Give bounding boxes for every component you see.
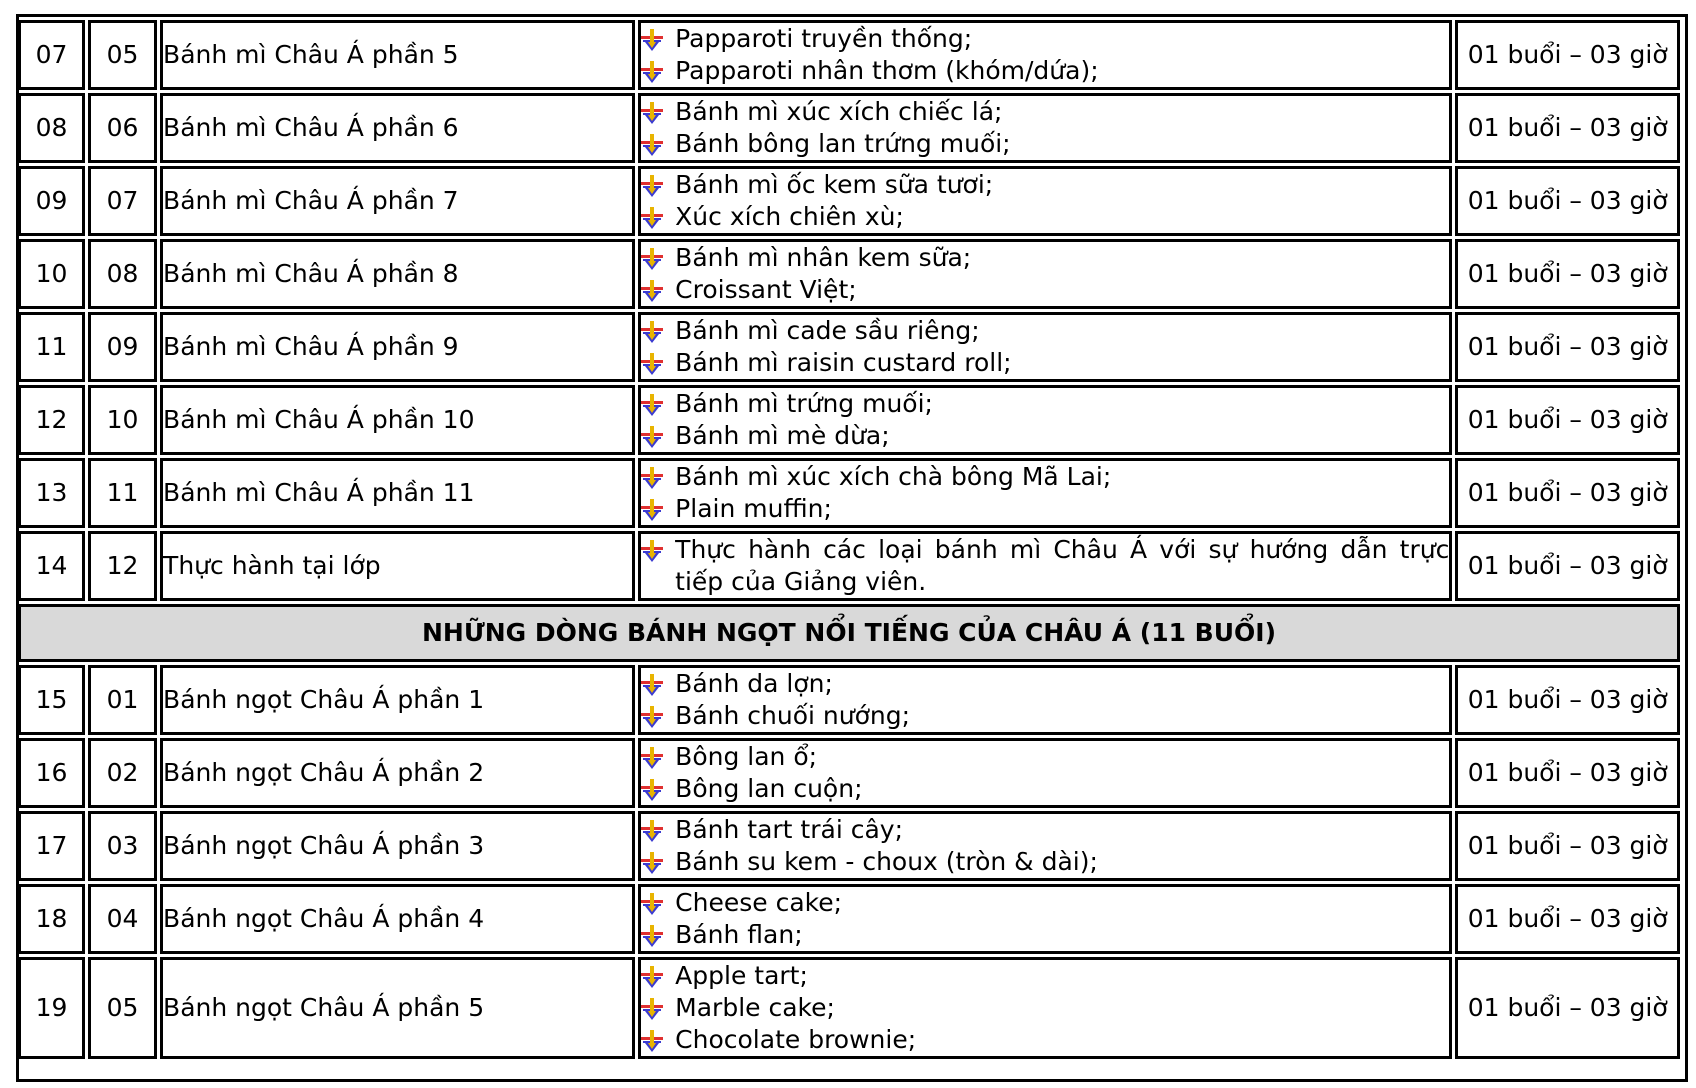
list-item-text: Bánh tart trái cây; — [675, 815, 904, 844]
bullet-icon — [641, 846, 665, 878]
session-number: 11 — [88, 458, 157, 528]
arrow-down-bullet-icon — [641, 207, 663, 229]
list-item — [641, 169, 1449, 201]
bullet-icon — [641, 55, 665, 87]
bullet-icon — [641, 23, 665, 55]
row-number: 07 — [18, 20, 85, 90]
list-item-text: Thực hành các loại bánh mì Châu Á với sự hướng dẫn trực tiếp của Giảng viên. — [675, 535, 1450, 596]
lesson-items — [638, 738, 1452, 808]
list-item — [641, 846, 1449, 878]
arrow-down-bullet-icon — [641, 426, 663, 448]
row-number: 16 — [18, 738, 85, 808]
arrow-down-bullet-icon — [641, 248, 663, 270]
list-item-text: Plain muffin; — [675, 494, 832, 523]
list-item-text: Xúc xích chiên xù; — [675, 202, 904, 231]
row-number: 17 — [18, 811, 85, 881]
arrow-down-bullet-icon — [641, 102, 663, 124]
arrow-down-bullet-icon — [641, 280, 663, 302]
lesson-items — [638, 239, 1452, 309]
bullet-icon — [641, 461, 665, 493]
lesson-items — [638, 957, 1452, 1059]
row-number: 18 — [18, 884, 85, 954]
list-item-text: Bánh mì nhân kem sữa; — [675, 243, 972, 272]
section-row — [18, 604, 1680, 662]
list-item-text: Chocolate brownie; — [675, 1025, 917, 1054]
list-item — [641, 23, 1449, 55]
list-item — [641, 534, 1449, 598]
lesson-items — [638, 884, 1452, 954]
session-number: 01 — [88, 665, 157, 735]
list-item-text: Marble cake; — [675, 993, 835, 1022]
session-number: 10 — [88, 385, 157, 455]
bullet-icon — [641, 201, 665, 233]
list-item — [641, 128, 1449, 160]
list-item-text: Bánh mì xúc xích chiếc lá; — [675, 97, 1003, 126]
list-item — [641, 741, 1449, 773]
bullet-icon — [641, 493, 665, 525]
duration: 01 buổi – 03 giờ — [1455, 312, 1680, 382]
arrow-down-bullet-icon — [641, 925, 663, 947]
section-heading: NHỮNG DÒNG BÁNH NGỌT NỔI TIẾNG CỦA CHÂU Á (11 BUỔI) — [18, 604, 1680, 662]
bullet-icon — [641, 96, 665, 128]
arrow-down-bullet-icon — [641, 61, 663, 83]
arrow-down-bullet-icon — [641, 540, 663, 562]
arrow-down-bullet-icon — [641, 706, 663, 728]
arrow-down-bullet-icon — [641, 820, 663, 842]
list-item — [641, 887, 1449, 919]
session-number: 07 — [88, 166, 157, 236]
list-item — [641, 55, 1449, 87]
duration: 01 buổi – 03 giờ — [1455, 20, 1680, 90]
list-item-text: Bánh su kem - choux (tròn & dài); — [675, 847, 1098, 876]
table-row — [18, 811, 1680, 881]
row-number: 08 — [18, 93, 85, 163]
bullet-icon — [641, 534, 665, 566]
lesson-items — [638, 93, 1452, 163]
lesson-items — [638, 20, 1452, 90]
duration: 01 buổi – 03 giờ — [1455, 811, 1680, 881]
lesson-title: Bánh mì Châu Á phần 10 — [160, 385, 635, 455]
lesson-title: Bánh ngọt Châu Á phần 5 — [160, 957, 635, 1059]
lesson-items — [638, 312, 1452, 382]
list-item — [641, 388, 1449, 420]
list-item — [641, 919, 1449, 951]
table-row — [18, 458, 1680, 528]
row-number: 15 — [18, 665, 85, 735]
lesson-title: Bánh ngọt Châu Á phần 2 — [160, 738, 635, 808]
duration: 01 buổi – 03 giờ — [1455, 665, 1680, 735]
duration: 01 buổi – 03 giờ — [1455, 738, 1680, 808]
table-row — [18, 665, 1680, 735]
bullet-icon — [641, 741, 665, 773]
bullet-icon — [641, 347, 665, 379]
bullet-icon — [641, 668, 665, 700]
list-item — [641, 274, 1449, 306]
duration: 01 buổi – 03 giờ — [1455, 385, 1680, 455]
list-item-text: Bánh mì cade sầu riêng; — [675, 316, 980, 345]
lesson-title: Bánh ngọt Châu Á phần 4 — [160, 884, 635, 954]
table-row — [18, 385, 1680, 455]
arrow-down-bullet-icon — [641, 998, 663, 1020]
list-item — [641, 700, 1449, 732]
row-number: 13 — [18, 458, 85, 528]
lesson-title: Bánh mì Châu Á phần 6 — [160, 93, 635, 163]
list-item-text: Croissant Việt; — [675, 275, 857, 304]
bullet-icon — [641, 700, 665, 732]
lesson-title: Bánh mì Châu Á phần 7 — [160, 166, 635, 236]
lesson-items — [638, 458, 1452, 528]
bullet-icon — [641, 992, 665, 1024]
row-number: 10 — [18, 239, 85, 309]
bullet-icon — [641, 128, 665, 160]
list-item — [641, 668, 1449, 700]
bullet-icon — [641, 887, 665, 919]
arrow-down-bullet-icon — [641, 852, 663, 874]
session-number: 05 — [88, 20, 157, 90]
bullet-icon — [641, 1024, 665, 1056]
bullet-icon — [641, 388, 665, 420]
bullet-icon — [641, 960, 665, 992]
arrow-down-bullet-icon — [641, 175, 663, 197]
list-item — [641, 347, 1449, 379]
session-number: 05 — [88, 957, 157, 1059]
bullet-icon — [641, 814, 665, 846]
list-item — [641, 773, 1449, 805]
lesson-title: Bánh ngọt Châu Á phần 1 — [160, 665, 635, 735]
table-row — [18, 239, 1680, 309]
list-item-text: Bông lan ổ; — [675, 742, 818, 771]
table-row — [18, 531, 1680, 601]
list-item-text: Bánh mì ốc kem sữa tươi; — [675, 170, 994, 199]
list-item — [641, 315, 1449, 347]
lesson-title: Bánh ngọt Châu Á phần 3 — [160, 811, 635, 881]
session-number: 02 — [88, 738, 157, 808]
list-item-text: Papparoti truyền thống; — [675, 24, 973, 53]
list-item-text: Cheese cake; — [675, 888, 843, 917]
list-item — [641, 493, 1449, 525]
row-number: 09 — [18, 166, 85, 236]
table-row — [18, 738, 1680, 808]
bullet-icon — [641, 919, 665, 951]
bullet-icon — [641, 315, 665, 347]
session-number: 12 — [88, 531, 157, 601]
list-item-text: Bánh mì trứng muối; — [675, 389, 933, 418]
bullet-icon — [641, 420, 665, 452]
list-item-text: Bánh da lợn; — [675, 669, 833, 698]
arrow-down-bullet-icon — [641, 1030, 663, 1052]
list-item-text: Bánh chuối nướng; — [675, 701, 911, 730]
duration: 01 buổi – 03 giờ — [1455, 166, 1680, 236]
table-row — [18, 20, 1680, 90]
lesson-title: Bánh mì Châu Á phần 8 — [160, 239, 635, 309]
list-item — [641, 201, 1449, 233]
list-item — [641, 960, 1449, 992]
arrow-down-bullet-icon — [641, 966, 663, 988]
lesson-items — [638, 811, 1452, 881]
curriculum-table — [15, 17, 1683, 1062]
lesson-title: Thực hành tại lớp — [160, 531, 635, 601]
session-number: 06 — [88, 93, 157, 163]
list-item-text: Apple tart; — [675, 961, 808, 990]
session-number: 08 — [88, 239, 157, 309]
arrow-down-bullet-icon — [641, 353, 663, 375]
bullet-icon — [641, 169, 665, 201]
list-item-text: Bông lan cuộn; — [675, 774, 863, 803]
bullet-icon — [641, 773, 665, 805]
lesson-items — [638, 531, 1452, 601]
duration: 01 buổi – 03 giờ — [1455, 239, 1680, 309]
list-item-text: Bánh flan; — [675, 920, 803, 949]
row-number: 19 — [18, 957, 85, 1059]
bullet-icon — [641, 274, 665, 306]
list-item — [641, 461, 1449, 493]
row-number: 11 — [18, 312, 85, 382]
lesson-title: Bánh mì Châu Á phần 9 — [160, 312, 635, 382]
duration: 01 buổi – 03 giờ — [1455, 531, 1680, 601]
row-number: 12 — [18, 385, 85, 455]
list-item — [641, 242, 1449, 274]
list-item-text: Bánh bông lan trứng muối; — [675, 129, 1011, 158]
session-number: 04 — [88, 884, 157, 954]
duration: 01 buổi – 03 giờ — [1455, 458, 1680, 528]
lesson-title: Bánh mì Châu Á phần 11 — [160, 458, 635, 528]
arrow-down-bullet-icon — [641, 29, 663, 51]
arrow-down-bullet-icon — [641, 499, 663, 521]
session-number: 03 — [88, 811, 157, 881]
list-item — [641, 814, 1449, 846]
table-row — [18, 166, 1680, 236]
duration: 01 buổi – 03 giờ — [1455, 957, 1680, 1059]
list-item-text: Bánh mì xúc xích chà bông Mã Lai; — [675, 462, 1112, 491]
table-row — [18, 957, 1680, 1059]
table-row — [18, 884, 1680, 954]
list-item — [641, 96, 1449, 128]
list-item-text: Bánh mì mè dừa; — [675, 421, 890, 450]
duration: 01 buổi – 03 giờ — [1455, 884, 1680, 954]
arrow-down-bullet-icon — [641, 747, 663, 769]
lesson-title: Bánh mì Châu Á phần 5 — [160, 20, 635, 90]
list-item — [641, 420, 1449, 452]
list-item-text: Papparoti nhân thơm (khóm/dứa); — [675, 56, 1099, 85]
row-number: 14 — [18, 531, 85, 601]
lesson-items — [638, 665, 1452, 735]
lesson-items — [638, 385, 1452, 455]
arrow-down-bullet-icon — [641, 134, 663, 156]
session-number: 09 — [88, 312, 157, 382]
duration: 01 buổi – 03 giờ — [1455, 93, 1680, 163]
table-row — [18, 93, 1680, 163]
lesson-items — [638, 166, 1452, 236]
arrow-down-bullet-icon — [641, 467, 663, 489]
arrow-down-bullet-icon — [641, 779, 663, 801]
arrow-down-bullet-icon — [641, 394, 663, 416]
table-row — [18, 312, 1680, 382]
list-item — [641, 992, 1449, 1024]
bullet-icon — [641, 242, 665, 274]
arrow-down-bullet-icon — [641, 321, 663, 343]
arrow-down-bullet-icon — [641, 674, 663, 696]
arrow-down-bullet-icon — [641, 893, 663, 915]
list-item — [641, 1024, 1449, 1056]
list-item-text: Bánh mì raisin custard roll; — [675, 348, 1012, 377]
